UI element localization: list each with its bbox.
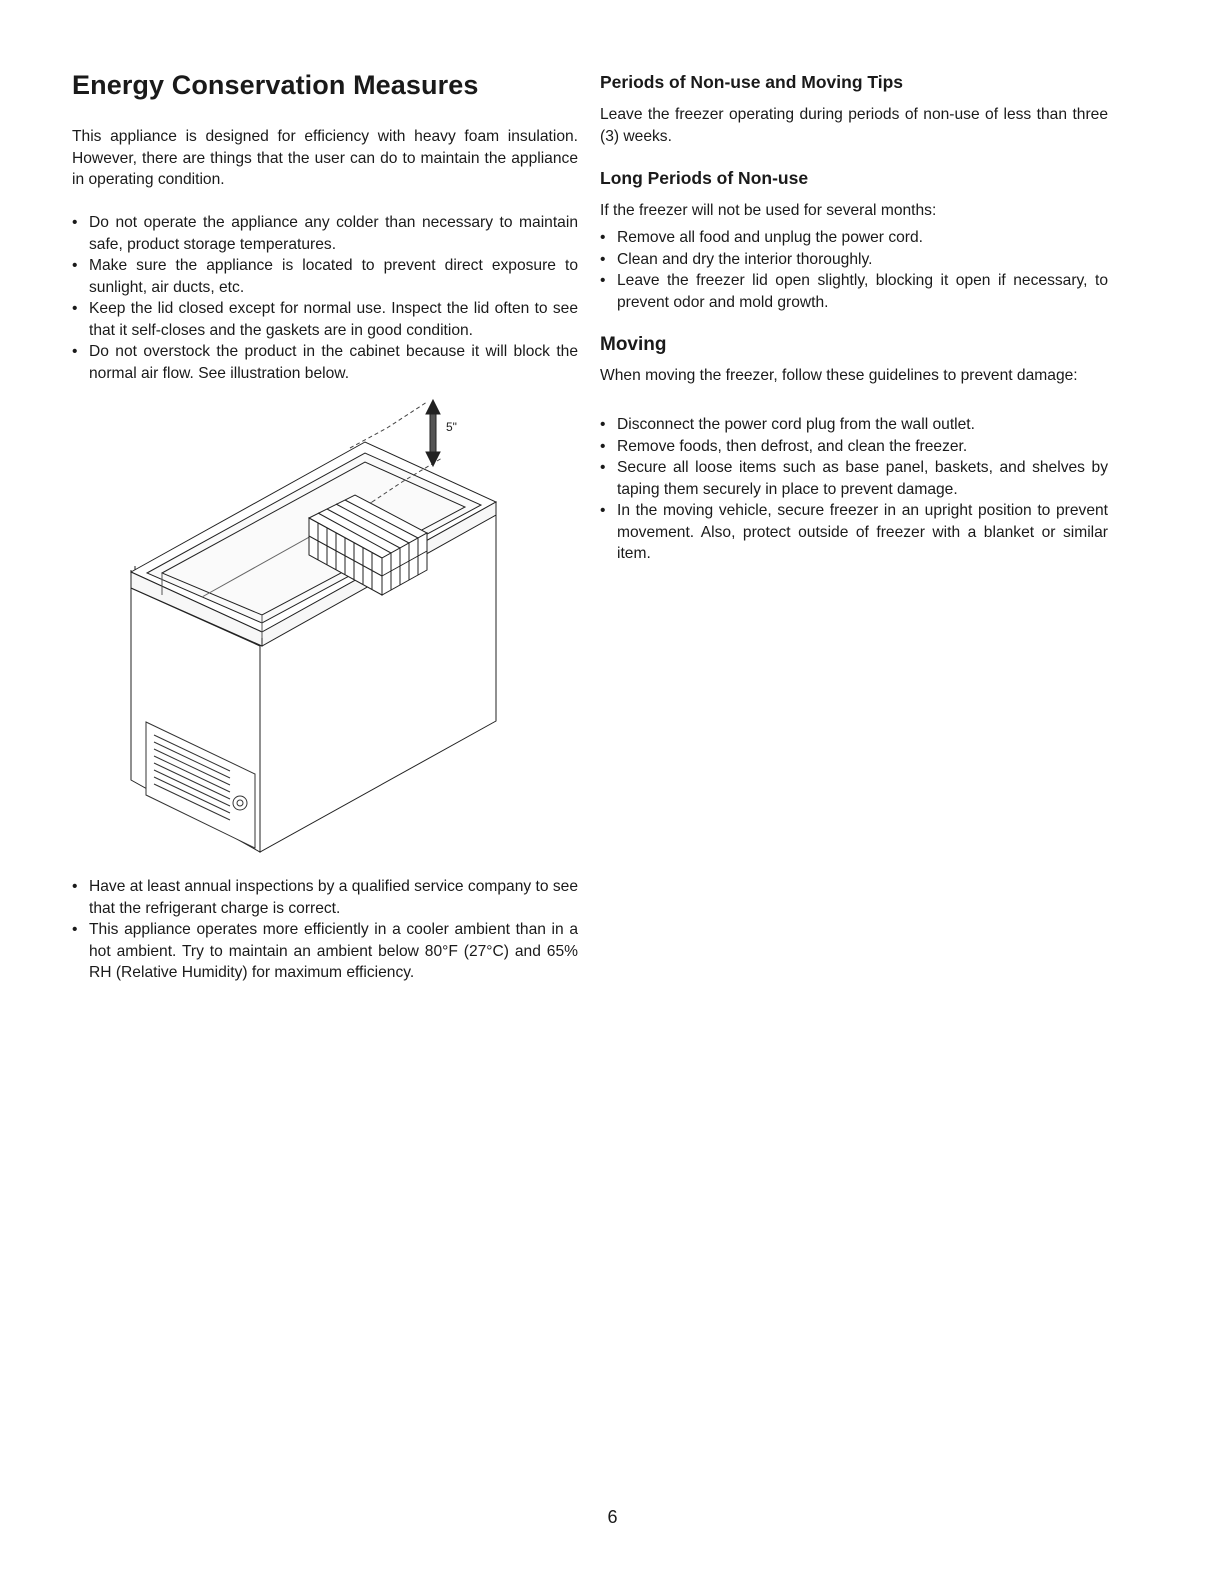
intro-paragraph: This appliance is designed for efficiency with heavy foam insulation. However, there are things that the user can do to maintain the appliance in operating condition. bbox=[72, 128, 578, 188]
clearance-label: 5" bbox=[446, 420, 457, 434]
list-item: • Make sure the appliance is located to prevent direct exposure to sunlight, air ducts, etc. bbox=[72, 255, 578, 298]
list-item: • Remove all food and unplug the power cord. bbox=[600, 227, 1108, 249]
list-item: • Do not overstock the product in the cabinet because it will block the normal air flow. See illustration below. bbox=[72, 341, 578, 384]
clearance-arrow-icon bbox=[426, 400, 440, 466]
section-title-long-non-use: Long Periods of Non-use bbox=[600, 168, 809, 188]
conservation-tips-list bbox=[72, 212, 578, 384]
list-item: • Leave the freezer lid open slightly, blocking it open if necessary, to prevent odor and mold growth. bbox=[600, 270, 1108, 313]
list-item: • Disconnect the power cord plug from the wall outlet. bbox=[600, 414, 1108, 436]
section-text-moving: When moving the freezer, follow these guidelines to prevent damage: bbox=[600, 367, 1078, 384]
section-text-non-use: Leave the freezer operating during periods of non-use of less than three (3) weeks. bbox=[600, 106, 1108, 145]
list-item: • Secure all loose items such as base panel, baskets, and shelves by taping them securely in place to prevent damage. bbox=[600, 457, 1108, 500]
list-item: • Keep the lid closed except for normal use. Inspect the lid often to see that it self-closes and the gaskets are in good condition. bbox=[72, 298, 578, 341]
maintenance-tips-list bbox=[72, 876, 578, 984]
list-item: • Clean and dry the interior thoroughly. bbox=[600, 249, 1108, 271]
section-text-long-non-use: If the freezer will not be used for several months: bbox=[600, 202, 937, 219]
moving-guidelines-list bbox=[600, 414, 1108, 565]
chest-freezer-illustration bbox=[72, 390, 578, 860]
page-number: 6 bbox=[607, 1507, 618, 1527]
page-title: Energy Conservation Measures bbox=[72, 70, 479, 100]
list-item: • This appliance operates more efficiently in a cooler ambient than in a hot ambient. Try to maintain an ambient below 80°F (27°C) and 65% RH (Relative Humidity) for maximum efficiency. bbox=[72, 919, 578, 984]
list-item: • Do not operate the appliance any colder than necessary to maintain safe, product storage temperatures. bbox=[72, 212, 578, 255]
long-non-use-list bbox=[600, 227, 1108, 313]
list-item: • Remove foods, then defrost, and clean the freezer. bbox=[600, 436, 1108, 458]
list-item: • In the moving vehicle, secure freezer in an upright position to prevent movement. Also, protect outside of freezer with a blanket or similar item. bbox=[600, 500, 1108, 565]
list-item: • Have at least annual inspections by a qualified service company to see that the refrigerant charge is correct. bbox=[72, 876, 578, 919]
section-title-non-use-moving: Periods of Non-use and Moving Tips bbox=[600, 72, 904, 92]
section-title-moving: Moving bbox=[600, 334, 667, 355]
